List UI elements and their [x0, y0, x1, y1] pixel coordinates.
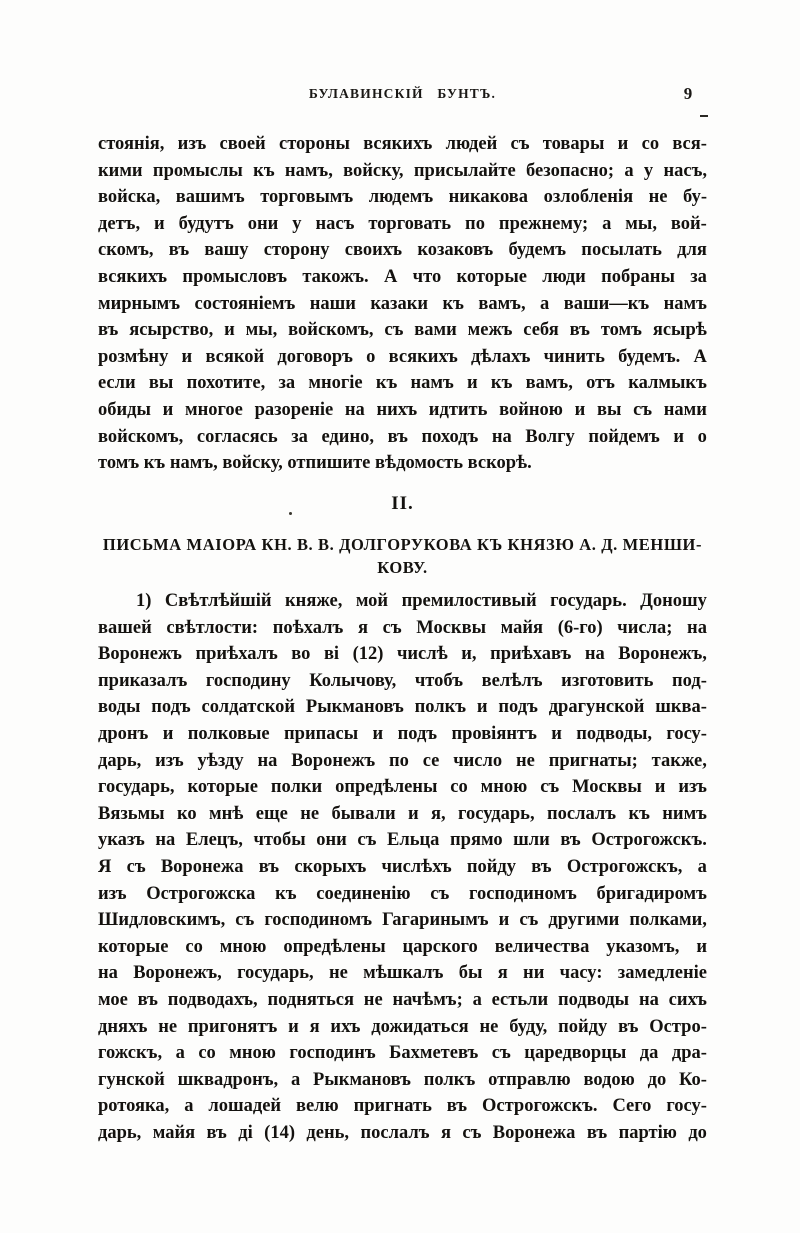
running-head: БУЛАВИНСКІЙ БУНТЪ. [308, 86, 497, 101]
scan-artifact-dash [700, 115, 708, 117]
text-line: всякихъ промысловъ такожъ. А что которые люди побраны за [98, 266, 707, 287]
text-line: указъ на Елецъ, чтобы они съ Ельца прямо шли въ Острогожскъ. [98, 830, 707, 851]
text-line: дняхъ не пригонятъ и я ихъ дожидаться не буду, пойду въ Остро- [98, 1016, 707, 1037]
text-line: Я съ Воронежа въ скорыхъ числѣхъ пойду въ Острогожскъ, а [98, 856, 707, 877]
letter-continuation-paragraph [98, 131, 707, 477]
text-line: кими промыслы къ намъ, войску, присылайте безопасно; а у насъ, [98, 160, 707, 181]
text-line: 1) Свѣтлѣйшій княже, мой премилостивый государь. Доношу [136, 591, 707, 611]
text-line: приказалъ господину Колычову, чтобъ велѣлъ изготовить под- [98, 670, 707, 691]
text-line: войскомъ, согласясь за едино, въ походъ на Волгу пойдемъ и о [98, 426, 707, 447]
text-line: Воронежъ приѣхалъ во ві (12) числѣ и, приѣхавъ на Воронежъ, [98, 644, 707, 665]
text-line: ротояка, а лошадей велю пригнать въ Острогожскъ. Сего госу- [98, 1096, 707, 1117]
text-line: воды подъ солдатской Рыкмановъ полкъ и подъ драгунской шква- [98, 697, 707, 718]
text-line: Шидловскимъ, съ господиномъ Гагаринымъ и съ другими полками, [98, 910, 707, 931]
text-line: вашей свѣтлости: поѣхалъ я съ Москвы майя (6-го) числа; на [98, 617, 707, 638]
text-line: Вязьмы ко мнѣ еще не бывали и я, государь, послалъ къ нимъ [98, 803, 707, 824]
section-heading-line-2: КОВУ. [377, 558, 428, 577]
text-line: дронъ и полковые припасы и подъ провіянтъ и подводы, госу- [98, 723, 707, 744]
page-number: 9 [683, 84, 693, 103]
text-line: дарь, изъ уѣзду на Воронежъ по се число не пригнаты; также, [98, 750, 707, 771]
text-line: томъ къ намъ, войску, отпишите вѣдомость вскорѣ. [98, 453, 532, 474]
text-line: гожскъ, а со мною господинъ Бахметевъ съ царедворцы да дра- [98, 1043, 707, 1064]
text-line: изъ Острогожска къ соединенію съ господиномъ бригадиромъ [98, 883, 707, 904]
text-line: скомъ, въ вашу сторону своихъ козаковъ будемъ посылать для [98, 240, 707, 261]
text-line: государь, которые полки опредѣлены со мною съ Москвы и изъ [98, 777, 707, 798]
text-line: обиды и многое разореніе на нихъ идтить войною и вы съ нами [98, 399, 707, 420]
text-line: детъ, и будутъ они у насъ торговать по прежнему; а мы, вой- [98, 213, 707, 234]
text-line: войска, вашимъ торговымъ людемъ никакова озлобленія не бу- [98, 187, 707, 208]
text-line: стоянія, изъ своей стороны всякихъ людей съ товары и со вся- [98, 134, 707, 154]
section-heading [90, 533, 715, 579]
text-line: если вы похотите, за многіе къ намъ и къ вамъ, отъ калмыкъ [98, 373, 707, 394]
text-line: гунской шквадронъ, а Рыкмановъ полкъ отправлю водою до Ко- [98, 1069, 707, 1090]
section-heading-line-1: ПИСЬМА МАІОРА КН. В. В. ДОЛГОРУКОВА КЪ КНЯЗЮ А. Д. МЕНШИ- [102, 535, 703, 554]
text-line: дарь, майя въ ді (14) день, послалъ я съ Воронежа въ партію до [98, 1122, 707, 1143]
text-line: въ ясырство, и мы, войскомъ, съ вами межъ себя въ томъ ясырѣ [98, 320, 707, 341]
text-line: мирнымъ состояніемъ наши казаки къ вамъ, а ваши—къ намъ [98, 293, 707, 314]
section-numeral: II. [391, 493, 414, 514]
letter-1-paragraph [98, 588, 707, 1146]
text-line: на Воронежъ, государь, не мѣшкалъ бы я ни часу: замедленіе [98, 963, 707, 984]
text-line: которые со мною опредѣлены царского величества указомъ, и [98, 936, 707, 957]
text-line: мое въ подводахъ, подняться не начѣмъ; а естьли подводы на сихъ [98, 989, 707, 1010]
text-line: розмѣну и всякой договоръ о всякихъ дѣлахъ чинить будемъ. А [98, 346, 707, 367]
